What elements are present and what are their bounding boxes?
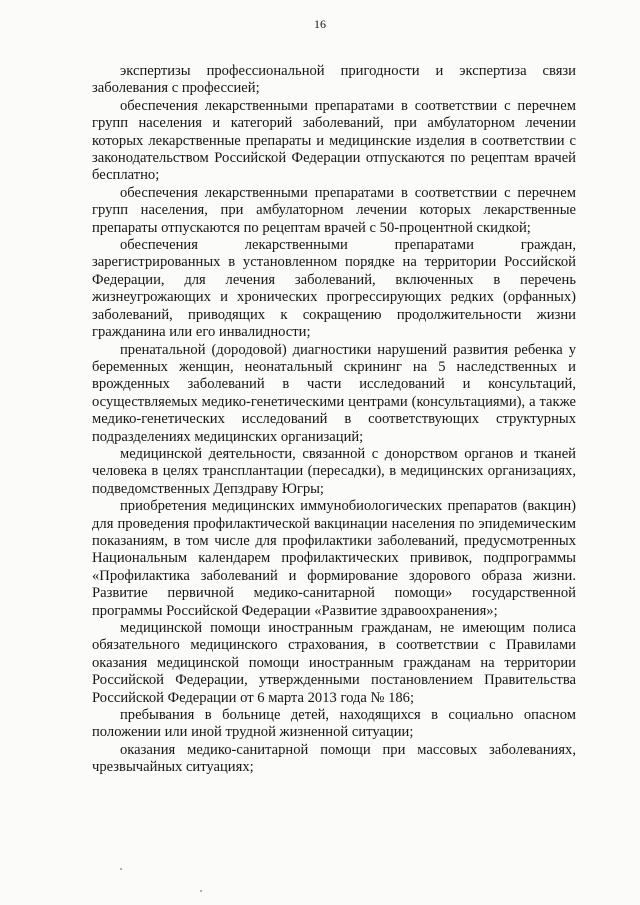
paragraph: медицинской деятельности, связанной с донорством органов и тканей человека в целях трансплантации (пересадки), в медицинских организациях, подведомственных Депздраву Югры; bbox=[92, 445, 576, 497]
paragraph: обеспечения лекарственными препаратами граждан, зарегистрированных в установленном порядке на территории Российской Федерации, для лечения заболеваний, включенных в перечень жизнеугрожающих и хронических прогрессирующих редких (орфанных) заболеваний, приводящих к сокращению продолжительности жизни гражданина или его инвалидности; bbox=[92, 237, 576, 341]
paragraph: обеспечения лекарственными препаратами в соответствии с перечнем групп населения, при амбулаторном лечении которых лекарственные препараты отпускаются по рецептам врачей с 50-процентной скидкой; bbox=[92, 184, 576, 236]
paragraph: обеспечения лекарственными препаратами в соответствии с перечнем групп населения и категорий заболеваний, при амбулаторном лечении которых лекарственные препараты и медицинские изделия в соответствии с законодательством Российской Федерации отпускаются по рецептам врачей бесплатно; bbox=[92, 97, 576, 184]
paragraph: экспертизы профессиональной пригодности и экспертиза связи заболевания с профессией; bbox=[92, 63, 576, 97]
paragraph: медицинской помощи иностранным гражданам, не имеющим полиса обязательного медицинского страхования, в соответствии с Правилами оказания медицинской помощи иностранным гражданам на территории Российской Федерации, утвержденными постановлением Правительства Российской Федерации от 6 марта 2013 года № 186; bbox=[92, 620, 576, 706]
paragraph: оказания медико-санитарной помощи при массовых заболеваниях, чрезвычайных ситуациях; bbox=[92, 741, 576, 776]
paragraph: приобретения медицинских иммунобиологических препаратов (вакцин) для проведения профилактической вакцинации населения по эпидемическим показаниям, в том числе для профилактики заболеваний, предусмотренных Национальным календарем профилактических прививок, подпрограммы «Профилактика заболеваний и формирование здорового образа жизни. Развитие первичной медико-санитарной помощи» государственной программы Российской Федерации «Развитие здравоохранения»; bbox=[92, 498, 576, 619]
document-body bbox=[92, 63, 576, 777]
paragraph: пренатальной (дородовой) диагностики нарушений развития ребенка у беременных женщин, неонатальный скрининг на 5 наследственных и врожденных заболеваний в части исследований и консультаций, осуществляемых медико-генетическими центрами (консультациями), а также медико-генетических исследований в соответствующих структурных подразделениях медицинских организаций; bbox=[92, 341, 576, 445]
paragraph: пребывания в больнице детей, находящихся в социально опасном положении или иной трудной жизненной ситуации; bbox=[92, 707, 576, 741]
scan-speck bbox=[200, 890, 202, 892]
page-number: 16 bbox=[314, 17, 326, 31]
scan-speck bbox=[120, 868, 122, 870]
